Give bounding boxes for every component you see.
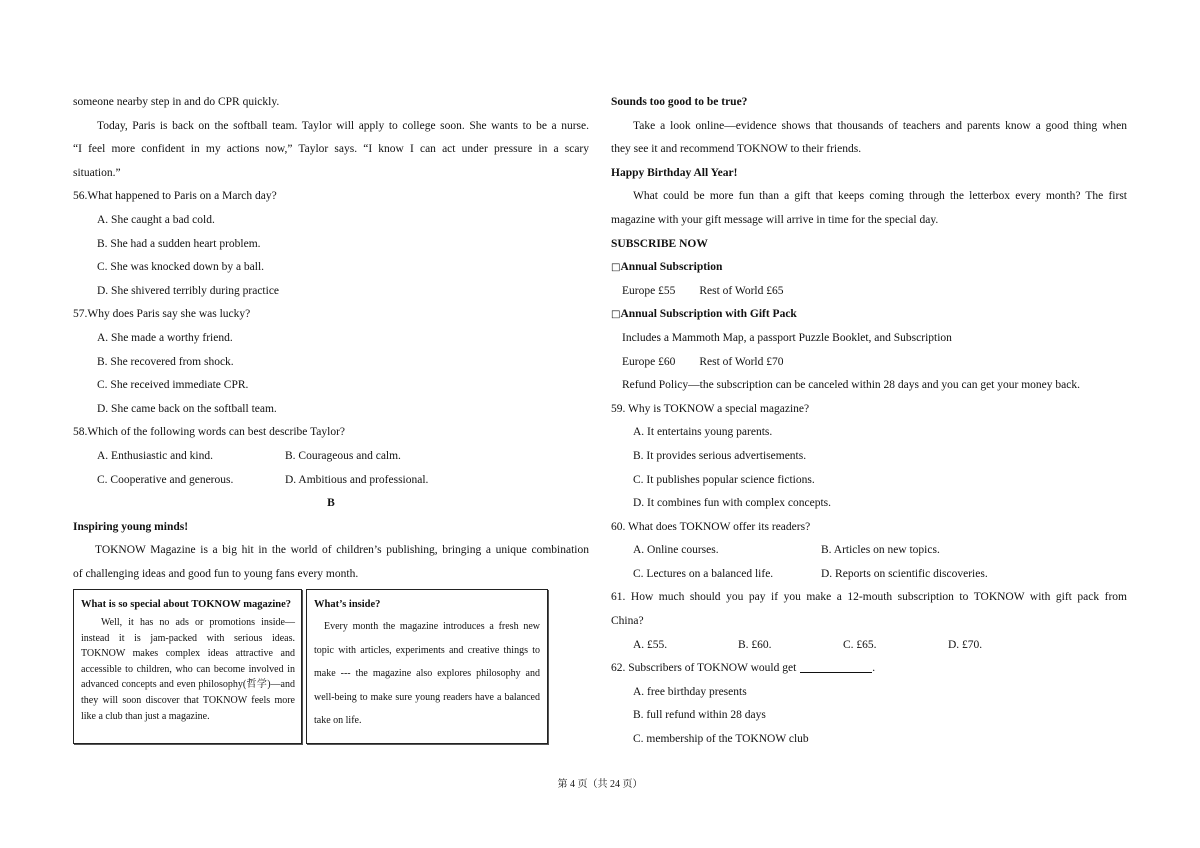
question-58-options-row <box>73 445 589 469</box>
passage-line: “I feel more confident in my actions now,” Taylor says. “I know I can act under pressure in a scary <box>73 143 589 156</box>
question-60-option-b: B. Articles on new topics. <box>821 544 940 557</box>
question-57-stem: 57.Why does Paris say she was lucky? <box>73 308 251 321</box>
question-61-stem: 61. How much should you pay if you make a 12-mouth subscription to TOKNOW with gift pack from <box>611 591 1127 604</box>
left-column <box>73 91 589 586</box>
section-heading: Sounds too good to be true? <box>611 96 748 108</box>
question-59-option-d: D. It combines fun with complex concepts. <box>633 497 832 510</box>
gift-includes: Includes a Mammoth Map, a passport Puzzle Booklet, and Subscription <box>622 331 952 344</box>
subscribe-heading: SUBSCRIBE NOW <box>611 237 708 250</box>
annual-subscription-label: Annual Subscription <box>620 261 723 274</box>
question-62-option-b: B. full refund within 28 days <box>633 709 766 722</box>
question-57-option-a: A. She made a worthy friend. <box>97 331 233 344</box>
question-56-stem: 56.What happened to Paris on a March day? <box>73 190 277 203</box>
info-box-body: Every month the magazine introduces a fresh new topic with articles, experiments and creative things to make --- the magazine also explores philosophy and well-being to make sure young readers have a balanced take on life. <box>314 621 540 726</box>
info-box-heading: What is so special about TOKNOW magazine? <box>81 599 292 610</box>
question-62-stem: 62. Subscribers of TOKNOW would get . <box>611 662 876 675</box>
question-60-options-row <box>611 563 1127 587</box>
question-60-option-d: D. Reports on scientific discoveries. <box>821 567 988 580</box>
passage-line: situation.” <box>73 166 121 179</box>
passage-line: TOKNOW Magazine is a big hit in the world of children’s publishing, bringing a unique combination <box>95 544 589 557</box>
annual-prices <box>611 280 1127 304</box>
passage-line: Today, Paris is back on the softball team. Taylor will apply to college soon. She wants to be a nurse. <box>97 119 589 132</box>
question-58-stem: 58.Which of the following words can best describe Taylor? <box>73 426 346 439</box>
gift-prices <box>611 351 1127 375</box>
section-b-label: B <box>327 497 335 510</box>
question-58-option-b: B. Courageous and calm. <box>285 449 401 462</box>
annual-subscription-option <box>611 256 1127 280</box>
question-62-option-a: A. free birthday presents <box>633 685 747 698</box>
checkbox-icon: □ <box>611 309 621 321</box>
price-europe: Europe £60 <box>622 355 676 368</box>
price-europe: Europe £55 <box>622 284 676 297</box>
question-61-option-d: D. £70. <box>948 638 983 651</box>
gift-subscription-label: Annual Subscription with Gift Pack <box>620 308 797 321</box>
checkbox-icon: □ <box>611 262 621 274</box>
question-61-option-c: C. £65. <box>843 638 877 651</box>
question-56-option-d: D. She shivered terribly during practice <box>97 284 280 297</box>
info-box-special <box>73 589 302 744</box>
answer-blank <box>800 660 872 673</box>
question-57-option-c: C. She received immediate CPR. <box>97 379 249 392</box>
question-59-option-b: B. It provides serious advertisements. <box>633 449 807 462</box>
question-61-option-b: B. £60. <box>738 638 772 651</box>
question-59-option-c: C. It publishes popular science fictions. <box>633 473 815 486</box>
passage-line: What could be more fun than a gift that keeps coming through the letterbox every month? The first <box>633 190 1127 203</box>
page-footer: 第 4 页（共 24 页） <box>557 779 643 790</box>
question-60-option-a: A. Online courses. <box>633 544 719 557</box>
question-61-stem-cont: China? <box>611 615 644 628</box>
info-box-body: Well, it has no ads or promotions inside—instead it is jam-packed with serious ideas. TOKNOW makes complex ideas attractive and accessible to children, who can become involved in advanced concepts and even philosophy(哲学)—and they will soon discover that TOKNOW feels more like a club than just a magazine. <box>81 617 295 722</box>
price-world: Rest of World £65 <box>699 284 784 297</box>
refund-policy: Refund Policy—the subscription can be canceled within 28 days and you can get your money back. <box>622 379 1080 392</box>
info-boxes <box>73 589 548 744</box>
right-column <box>611 91 1127 752</box>
passage-line: Take a look online—evidence shows that thousands of teachers and parents know a good thing when <box>633 119 1127 132</box>
question-60-options-row <box>611 539 1127 563</box>
passage-title: Inspiring young minds! <box>73 520 189 533</box>
question-56-option-b: B. She had a sudden heart problem. <box>97 237 261 250</box>
gift-subscription-option <box>611 303 1127 327</box>
question-60-stem: 60. What does TOKNOW offer its readers? <box>611 520 811 533</box>
info-box-heading: What’s inside? <box>314 599 381 610</box>
passage-line: they see it and recommend TOKNOW to their friends. <box>611 143 862 156</box>
price-world: Rest of World £70 <box>699 355 784 368</box>
question-57-option-d: D. She came back on the softball team. <box>97 402 277 415</box>
question-58-option-d: D. Ambitious and professional. <box>285 473 429 486</box>
question-59-stem: 59. Why is TOKNOW a special magazine? <box>611 402 810 415</box>
question-62-option-c: C. membership of the TOKNOW club <box>633 733 809 746</box>
question-60-option-c: C. Lectures on a balanced life. <box>633 567 774 580</box>
question-57-option-b: B. She recovered from shock. <box>97 355 234 368</box>
question-59-option-a: A. It entertains young parents. <box>633 426 773 439</box>
passage-line: someone nearby step in and do CPR quickly. <box>73 96 280 108</box>
question-58-option-c: C. Cooperative and generous. <box>97 473 234 486</box>
question-56-option-c: C. She was knocked down by a ball. <box>97 261 265 274</box>
passage-line: magazine with your gift message will arrive in time for the special day. <box>611 213 939 226</box>
question-56-option-a: A. She caught a bad cold. <box>97 213 215 226</box>
section-heading: Happy Birthday All Year! <box>611 166 738 179</box>
passage-line: of challenging ideas and good fun to young fans every month. <box>73 567 359 580</box>
question-58-option-a: A. Enthusiastic and kind. <box>97 449 213 462</box>
question-58-options-row <box>73 469 589 493</box>
question-61-option-a: A. £55. <box>633 638 668 651</box>
info-box-inside <box>306 589 548 744</box>
question-61-options-row <box>611 634 1127 658</box>
